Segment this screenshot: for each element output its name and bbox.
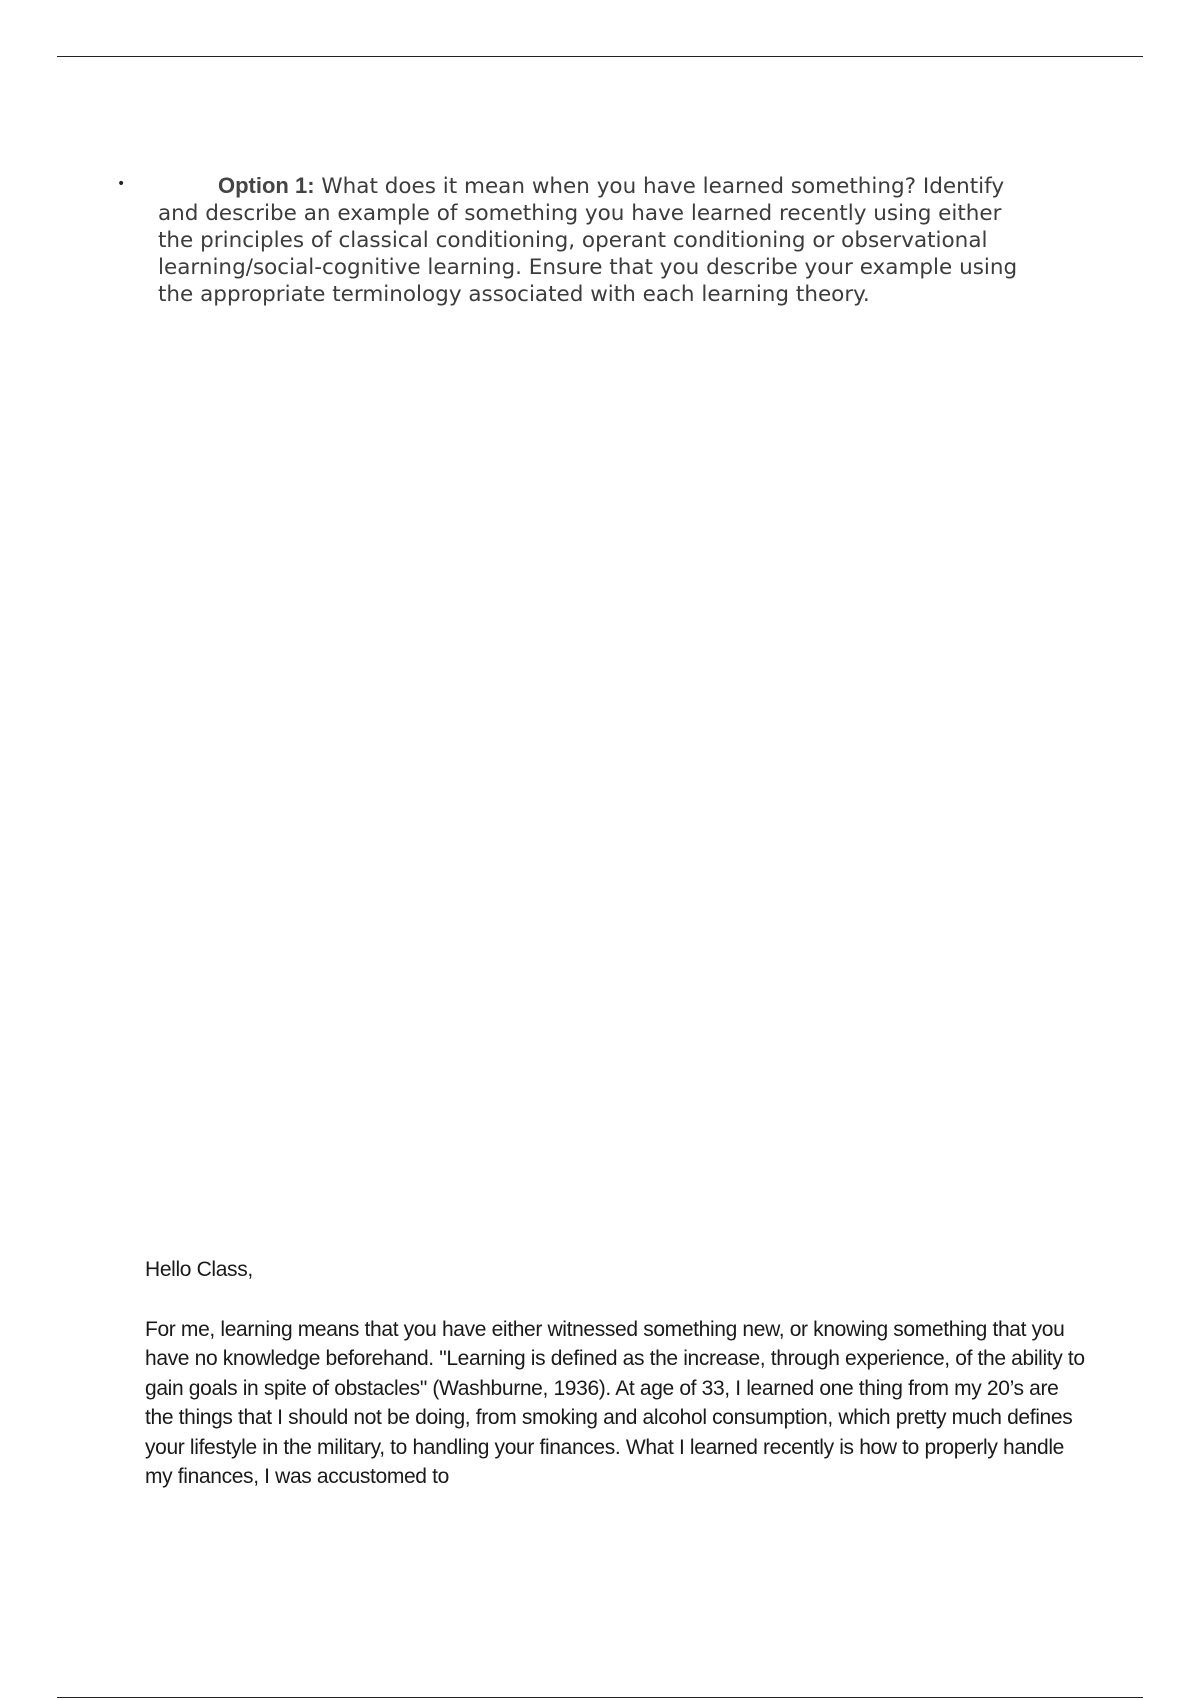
prompt-question: What does it mean when you have learned something? Identify and describe an example of something you have learned recently using either the principles of classical conditioning, operant conditioning or observational learning/social-cognitive learning. Ensure that you describe your example using the appropriate terminology associated with each learning theory. [158, 174, 1018, 307]
student-response [145, 1255, 1085, 1492]
top-divider [57, 56, 1143, 57]
bottom-divider [57, 1697, 1143, 1698]
response-paragraph: For me, learning means that you have either witnessed something new, or knowing something that you have no knowledge beforehand. "Learning is defined as the increase, through experience, of the ability to gain goals in spite of obstacles" (Washburne, 1936). At age of 33, I learned one thing from my 20’s are the things that I should not be doing, from smoking and alcohol consumption, which pretty much defines your lifestyle in the military, to handling your finances. What I learned recently is how to properly handle my finances, I was accustomed to [145, 1317, 1085, 1488]
greeting: Hello Class, [145, 1258, 253, 1281]
bullet-marker: • [117, 176, 126, 192]
prompt-text [158, 172, 1038, 308]
option-label: Option 1: [218, 173, 315, 198]
